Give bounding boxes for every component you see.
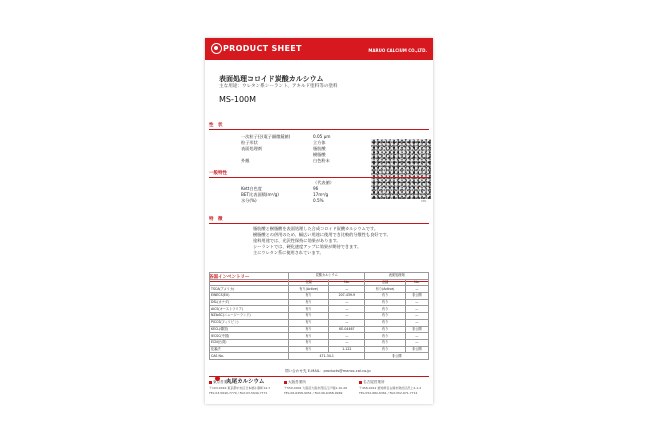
table-cell: 非公開 [365,353,429,360]
prop-value: 脂肪酸 [313,146,326,151]
table-cell: KE-04467 [329,326,365,333]
divider [209,129,429,130]
micrograph-note: SEM [421,200,427,203]
table-cell: 非公開 [405,326,428,333]
header-bar [205,38,433,60]
typical-value: 17m²/g [313,192,329,197]
feature-line: 塗料用途では、光沢性保持に効果があります。 [253,238,341,243]
table-row [210,306,429,313]
table-row [210,353,429,360]
table-cell: 1-122 [329,346,365,353]
product-code: MS-100M [219,95,257,104]
group-header: 炭酸カルシウム [289,273,365,280]
typical-label: BET比表面積(m²/g) [241,192,279,197]
office-tel: TEL:052-682-6361 / FAX:052-671-7712 [359,391,418,395]
electron-micrograph-image [371,139,431,199]
table-corner [210,279,289,286]
table-cell: 有り(Active) [365,286,405,293]
prop-value: 白色粉末 [313,158,330,163]
office-name: 東京営業所 [209,380,231,385]
table-row [210,326,429,333]
table-cell: EINECS(EU) [210,293,289,300]
table-cell: 有り(Active) [289,286,329,293]
table-cell: — [329,319,365,326]
table-cell: 有り [289,313,329,320]
table-header-row [210,273,429,280]
prop-label: 一次粒子径(電子顕微鏡値) [241,134,291,139]
table-cell: 有り [365,306,405,313]
table-cell: — [405,313,428,320]
table-row [210,333,429,340]
prop-label: 外観 [241,158,250,163]
table-row [210,339,429,346]
table-cell: ECN(台湾) [210,339,289,346]
table-cell: 471-34-1 [289,353,365,360]
prop-label: 粒子形状 [241,140,258,145]
table-cell: 非公開 [405,346,428,353]
table-cell: NZIoSC(ニュージーランド) [210,313,289,320]
table-corner [210,273,289,280]
table-cell: PICCS(フィリピン) [210,319,289,326]
subheader: 登録 [289,279,329,286]
table-cell: — [329,313,365,320]
table-cell: CAS No. [210,353,289,360]
feature-line: シーラントでは、硬化速度アップに効果が期待できます。 [253,244,362,249]
table-row [210,313,429,320]
section-props: 性 状 [209,123,223,128]
table-cell: 有り [365,299,405,306]
table-cell: 有り [289,326,329,333]
table-cell: — [329,299,365,306]
table-cell: 207-439-9 [329,293,365,300]
table-cell: 有り [289,293,329,300]
typical-label: 水分(%) [241,198,257,203]
divider [209,223,429,224]
office-name: 名古屋営業所 [359,380,385,385]
feature-line: 主にウレタン系に使用されています。 [253,250,324,255]
subheader: No. [329,279,365,286]
table-row [210,319,429,326]
subheader: 登録 [365,279,405,286]
prop-label: 表面処理剤 [241,146,262,151]
feature-line: 脂肪酸と樹脂酸を表面処理した合成コロイド炭酸カルシウムです。 [253,226,379,231]
header-title: PRODUCT SHEET [223,44,302,53]
table-cell: 有り [289,333,329,340]
divider [209,376,429,377]
table-row [210,299,429,306]
table-cell: 有り [365,333,405,340]
table-cell: — [405,339,428,346]
office-tel: TEL:03-5640-7770 / FAX:03-5640-7771 [209,391,268,395]
table-cell: 有り [365,293,405,300]
table-cell: 有り [365,339,405,346]
product-title: 表面処理コロイド炭酸カルシウム [219,75,324,83]
office-address: 〒550-0002 大阪府大阪市西区江戸堀1-10-26 [284,386,348,390]
brand-name: 丸尾カルシウム [226,379,265,385]
table-subheader-row [210,279,429,286]
table-cell: KECL(韓国) [210,326,289,333]
prop-value: 0.05 μm [313,134,331,139]
table-cell: — [405,333,428,340]
bullet-icon [359,381,362,384]
section-features: 特 徴 [209,217,223,222]
typical-value: 0.5% [313,198,324,203]
table-cell: 化審法 [210,346,289,353]
table-row [210,346,429,353]
bullet-icon [209,381,212,384]
office-name: 大阪営業所 [284,380,306,385]
table-cell: — [329,333,365,340]
logo-icon [211,43,222,54]
office-address: 〒103-0016 東京都中央区日本橋小網町14-7 [209,386,271,390]
table-cell: 有り [365,346,405,353]
table-cell: 有り [365,313,405,320]
table-cell: 有り [365,326,405,333]
contact-text: 問い合わせ先 E-MAIL：products@maruo-cal.co.jp [285,369,371,373]
product-sheet [205,38,433,404]
bullet-icon [284,381,287,384]
table-cell: 有り [289,319,329,326]
company-name: MARUO CALCIUM CO.,LTD. [368,48,427,53]
prop-value: 樹脂酸 [313,152,326,157]
feature-line: 樹脂酸との併用のため、幅広い用途に使用でき比較的分散性も良好です。 [253,232,391,237]
inventory-table [209,272,429,360]
typical-value: 96 [313,186,319,191]
table-cell: 非公開 [405,293,428,300]
table-cell: 有り [289,339,329,346]
office-address: 〒456-0012 愛知県名古屋市熱田区沢上2-1-2 [359,386,422,390]
table-cell: 有り [289,306,329,313]
table-cell: — [329,286,365,293]
table-cell: — [329,306,365,313]
table-cell: — [405,306,428,313]
group-header: 表面処理剤 [365,273,429,280]
subheader: No. [405,279,428,286]
prop-value: 立方体 [313,140,326,145]
section-typical: 一般特性 [209,171,227,176]
section-inventory: 各国インベントリー [209,275,250,280]
table-cell: IECSC(中国) [210,333,289,340]
product-subtitle: 主な用途：ウレタン系シーラント、アキルド塗料等の塗料 [219,84,338,89]
table-row [210,286,429,293]
table-cell: DSL(カナダ) [210,299,289,306]
table-cell: — [405,299,428,306]
table-cell: 有り [289,299,329,306]
table-row [210,293,429,300]
typical-header: （代表値） [313,180,334,185]
table-cell: AICS(オーストラリア) [210,306,289,313]
table-cell: — [329,339,365,346]
office-tel: TEL:06-6458-9951 / FAX:06-6458-9969 [284,391,343,395]
table-cell: — [405,286,428,293]
divider [209,177,429,178]
typical-label: Kett白色度 [241,186,262,191]
table-cell: 有り [365,319,405,326]
table-cell: — [405,319,428,326]
table-cell: TSCA(アメリカ) [210,286,289,293]
table-cell: 有り [289,346,329,353]
